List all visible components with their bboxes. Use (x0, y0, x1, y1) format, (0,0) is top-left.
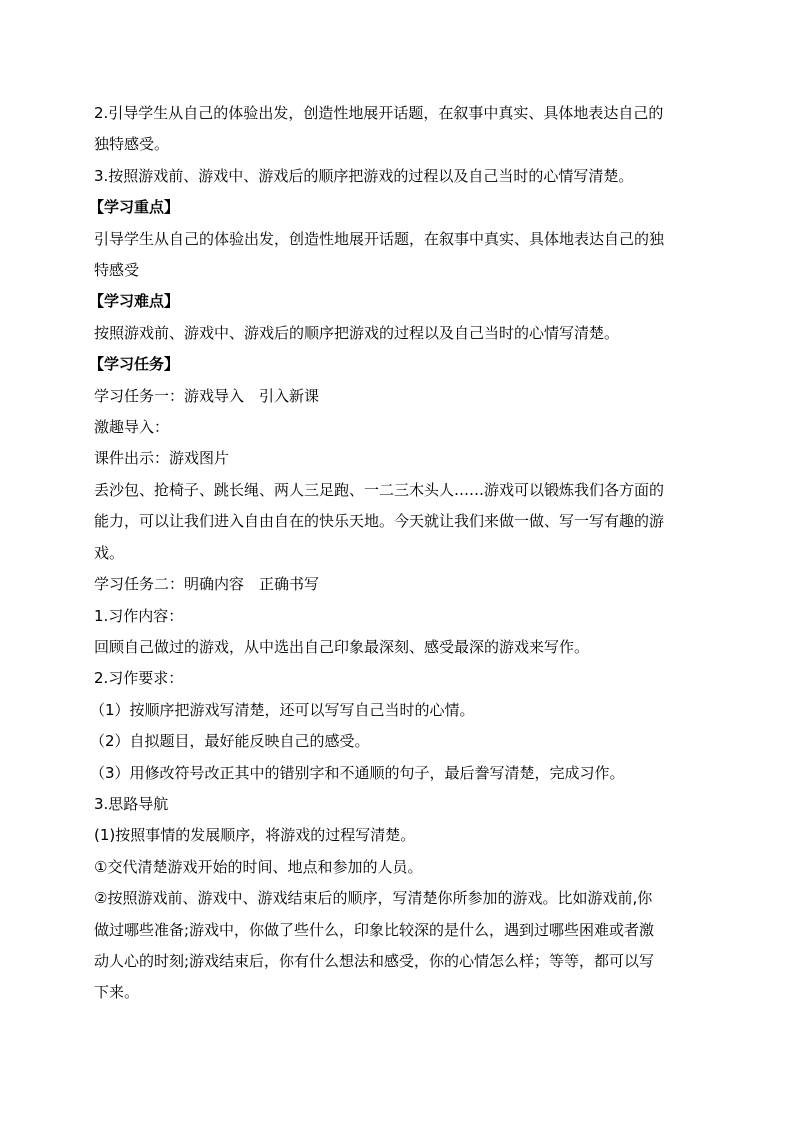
paragraph-line: 动人心的时刻;游戏结束后，你有什么想法和感受，你的心情怎么样；等等，都可以写 (94, 951, 655, 970)
paragraph-line: 激趣导入： (94, 418, 170, 437)
paragraph-line: 做过哪些准备;游戏中，你做了些什么，印象比较深的是什么，遇到过哪些困难或者激 (94, 920, 655, 939)
paragraph-line: 按照游戏前、游戏中、游戏后的顺序把游戏的过程以及自己当时的心情写清楚。 (94, 323, 620, 342)
list-item: （2）自拟题目，最好能反映自己的感受。 (90, 732, 370, 751)
task-title-line: 学习任务一：游戏导入 引入新课 (94, 386, 320, 405)
paragraph-line: 下来。 (94, 983, 140, 1002)
paragraph-line: 独特感受。 (94, 135, 170, 154)
paragraph-line: 3.按照游戏前、游戏中、游戏后的顺序把游戏的过程以及自己当时的心情写清楚。 (94, 166, 634, 185)
section-heading-key-points: 【学习重点】 (89, 198, 180, 217)
list-item: （1）按顺序把游戏写清楚，还可以写写自己当时的心情。 (90, 700, 475, 719)
paragraph-line: ①交代清楚游戏开始的时间、地点和参加的人员。 (94, 857, 423, 876)
paragraph-line: 2.习作要求： (94, 669, 184, 688)
paragraph-line: 特感受 (94, 261, 140, 280)
list-item: （3）用修改符号改正其中的错别字和不通顺的句子，最后誊写清楚，完成习作。 (90, 763, 625, 782)
paragraph-line: (1)按照事情的发展顺序，将游戏的过程写清楚。 (94, 826, 416, 845)
paragraph-line: 3.思路导航 (94, 794, 169, 813)
paragraph-line: 戏。 (94, 543, 125, 562)
paragraph-line: 1.习作内容： (94, 606, 184, 625)
task-title-line: 学习任务二：明确内容 正确书写 (94, 575, 320, 594)
paragraph-line: 2.引导学生从自己的体验出发，创造性地展开话题，在叙事中真实、具体地表达自己的 (94, 104, 664, 122)
paragraph-line: 引导学生从自己的体验出发，创造性地展开话题，在叙事中真实、具体地表达自己的独 (94, 229, 665, 248)
paragraph-line: ②按照游戏前、游戏中、游戏结束后的顺序，写清楚你所参加的游戏。比如游戏前,你 (94, 889, 653, 908)
paragraph-line: 回顾自己做过的游戏，从中选出自己印象最深刻、感受最深的游戏来写作。 (94, 637, 590, 656)
paragraph-line: 课件出示：游戏图片 (94, 449, 230, 468)
paragraph-line: 能力，可以让我们进入自由自在的快乐天地。今天就让我们来做一做、写一写有趣的游 (94, 512, 665, 531)
section-heading-difficulties: 【学习难点】 (89, 292, 180, 311)
section-heading-tasks: 【学习任务】 (89, 355, 180, 374)
document-body (89, 98, 704, 1009)
paragraph-line: 丢沙包、抢椅子、跳长绳、两人三足跑、一二三木头人……游戏可以锻炼我们各方面的 (94, 480, 665, 499)
